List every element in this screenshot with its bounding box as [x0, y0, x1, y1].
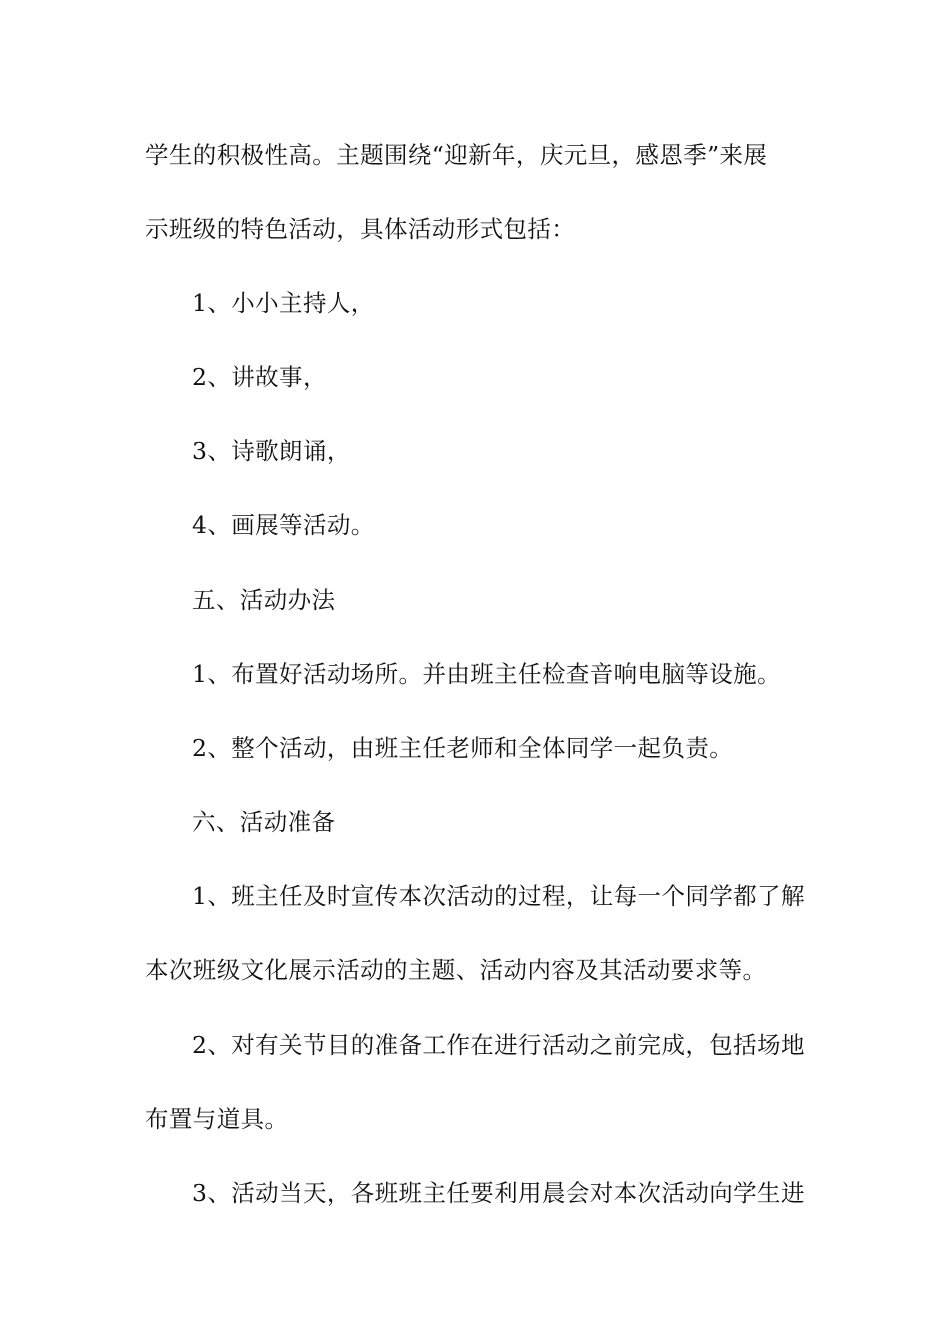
- methods-item-2: 2、整个活动，由班主任老师和全体同学一起负责。: [192, 734, 734, 762]
- section-heading-methods: 五、活动办法: [192, 586, 336, 614]
- list-item-poetry: 3、诗歌朗诵，: [192, 437, 351, 465]
- preparation-item-2-line-2: 布置与道具。: [145, 1105, 289, 1133]
- preparation-item-1-line-2: 本次班级文化展示活动的主题、活动内容及其活动要求等。: [145, 956, 767, 984]
- preparation-item-1-line-1: 1、班主任及时宣传本次活动的过程，让每一个同学都了解: [192, 882, 805, 910]
- section-heading-preparation: 六、活动准备: [192, 808, 336, 836]
- paragraph-line-1: 学生的积极性高。主题围绕“迎新年，庆元旦，感恩季”来展: [145, 141, 768, 169]
- list-item-story: 2、讲故事，: [192, 363, 327, 391]
- list-item-exhibition: 4、画展等活动。: [192, 511, 375, 539]
- preparation-item-2-line-1: 2、对有关节目的准备工作在进行活动之前完成，包括场地: [192, 1031, 805, 1059]
- list-item-host: 1、小小主持人，: [192, 289, 375, 317]
- paragraph-line-2: 示班级的特色活动，具体活动形式包括：: [145, 215, 576, 243]
- preparation-item-3-line-1: 3、活动当天，各班班主任要利用晨会对本次活动向学生进: [192, 1179, 805, 1207]
- methods-item-1: 1、布置好活动场所。并由班主任检查音响电脑等设施。: [192, 660, 781, 688]
